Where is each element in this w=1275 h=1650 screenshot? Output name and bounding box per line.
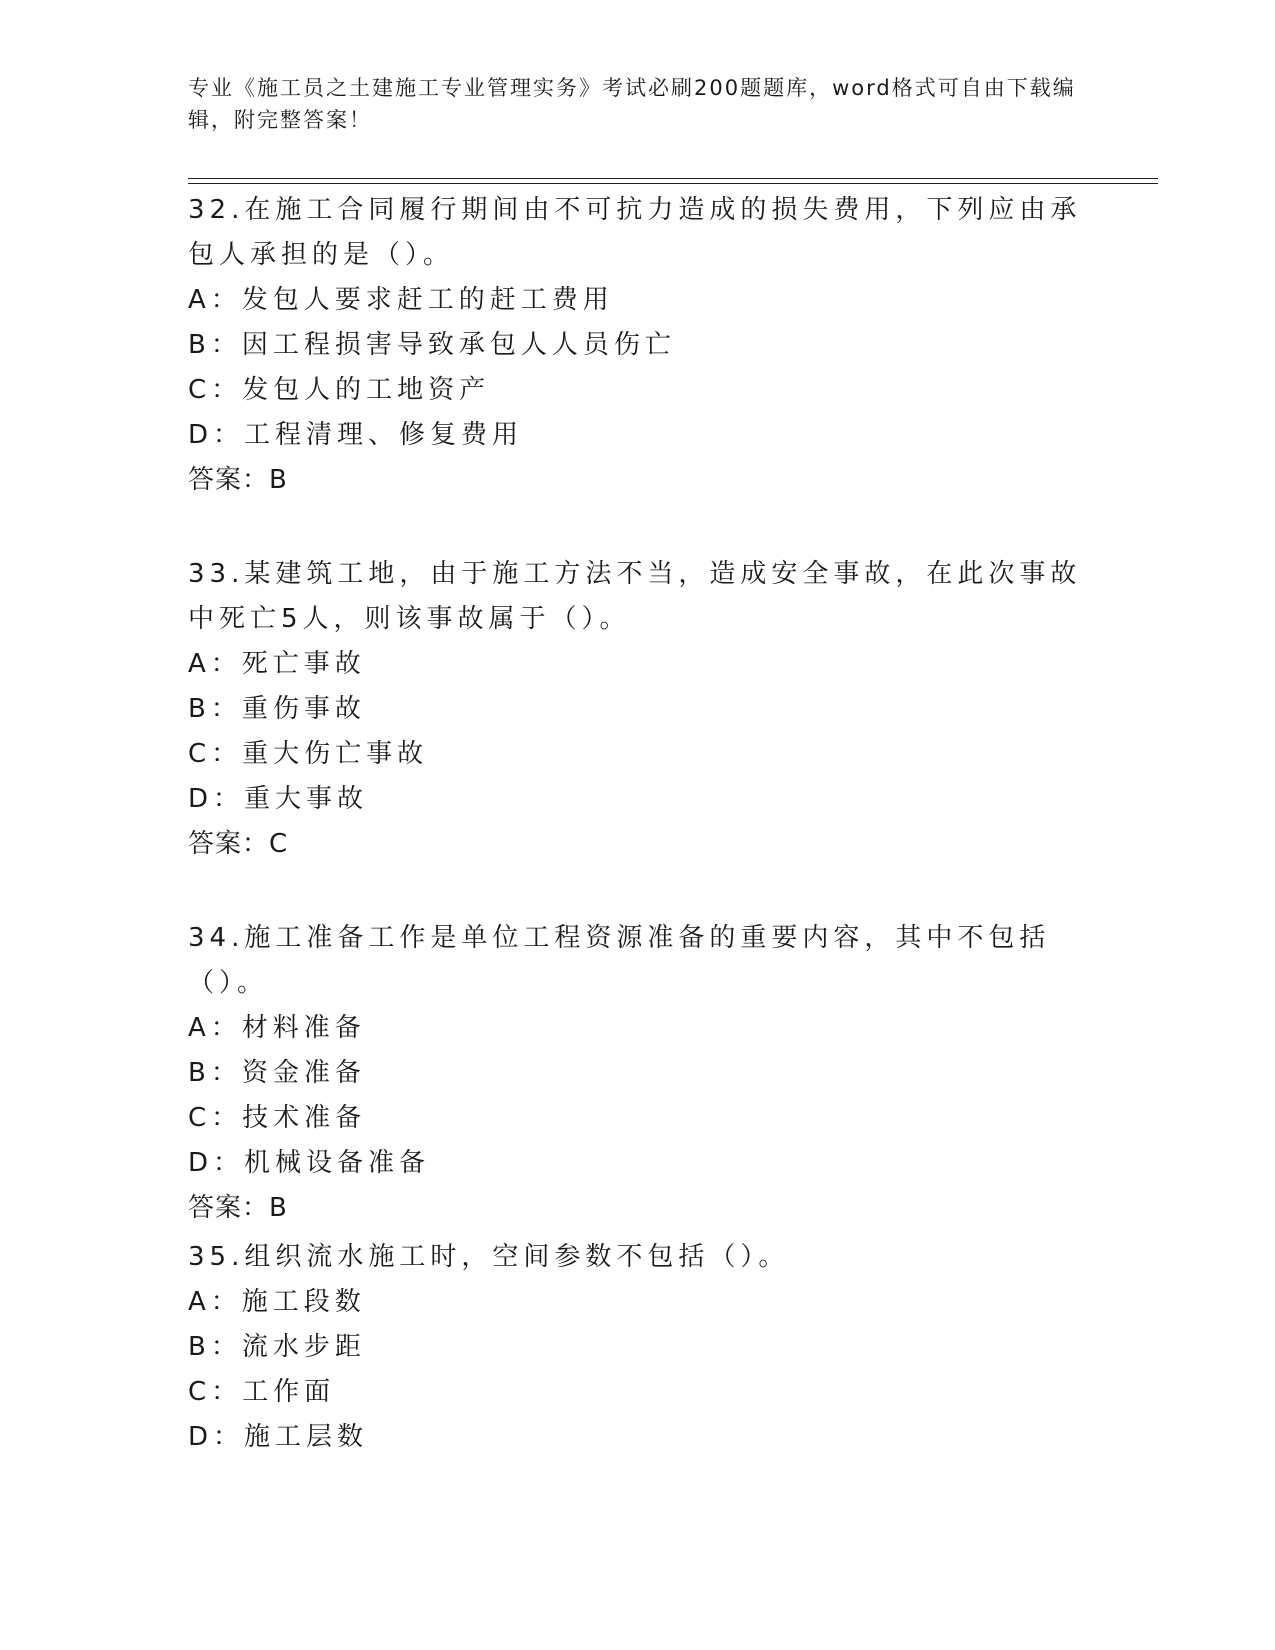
question-33 xyxy=(188,552,1088,867)
document-header: 专业《施工员之土建施工专业管理实务》考试必刷200题题库，word格式可自由下载编辑，附完整答案！ xyxy=(188,76,1076,132)
option-a: A：材料准备 xyxy=(188,1013,366,1043)
option-d: D：施工层数 xyxy=(188,1422,369,1452)
question-32 xyxy=(188,188,1088,503)
question-stem: 33.某建筑工地，由于施工方法不当，造成安全事故，在此次事故中死亡5人，则该事故属于（）。 xyxy=(188,559,1082,634)
option-d: D：机械设备准备 xyxy=(188,1148,431,1178)
answer: 答案：B xyxy=(188,1193,288,1223)
option-c: C：工作面 xyxy=(188,1377,336,1407)
option-c: C：重大伤亡事故 xyxy=(188,739,429,769)
option-a: A：死亡事故 xyxy=(188,649,366,679)
answer: 答案：C xyxy=(188,829,289,859)
question-34 xyxy=(188,916,1088,1231)
option-b: B：资金准备 xyxy=(188,1058,366,1088)
option-b: B：因工程损害导致承包人人员伤亡 xyxy=(188,330,676,360)
option-a: A：施工段数 xyxy=(188,1287,366,1317)
question-stem: 34.施工准备工作是单位工程资源准备的重要内容，其中不包括（）。 xyxy=(188,923,1051,998)
header-divider-bottom xyxy=(188,183,1158,184)
question-35 xyxy=(188,1235,1088,1460)
option-d: D：重大事故 xyxy=(188,784,369,814)
option-d: D：工程清理、修复费用 xyxy=(188,420,524,450)
answer: 答案：B xyxy=(188,465,288,495)
option-c: C：技术准备 xyxy=(188,1103,367,1133)
header-divider-top xyxy=(188,178,1158,179)
option-b: B：流水步距 xyxy=(188,1332,366,1362)
question-stem: 35.组织流水施工时，空间参数不包括（）。 xyxy=(188,1242,790,1272)
option-c: C：发包人的工地资产 xyxy=(188,375,491,405)
option-b: B：重伤事故 xyxy=(188,694,366,724)
option-a: A：发包人要求赶工的赶工费用 xyxy=(188,285,614,315)
question-stem: 32.在施工合同履行期间由不可抗力造成的损失费用，下列应由承包人承担的是（）。 xyxy=(188,195,1082,270)
